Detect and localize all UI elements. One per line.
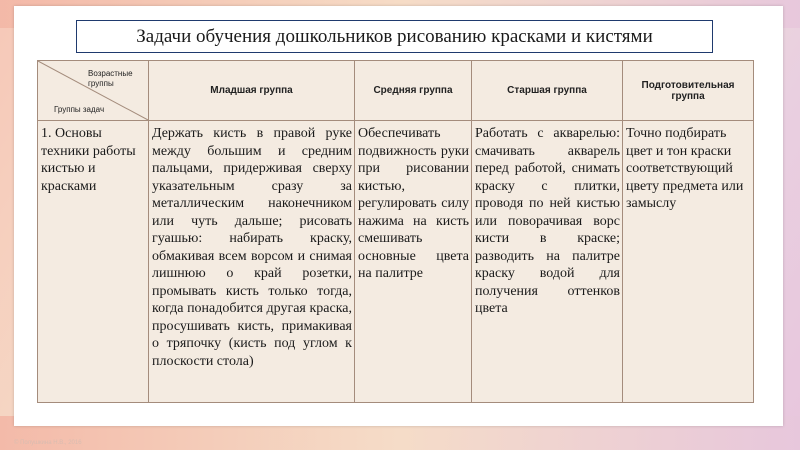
table-row (38, 121, 754, 403)
slide-title: Задачи обучения дошкольников рисованию красками и кистями (76, 20, 713, 53)
task-group-cell: 1. Основы техники работы кистью и красками (38, 121, 149, 403)
header-middle: Средняя группа (355, 61, 472, 121)
corner-header-cell (38, 61, 149, 121)
header-row (38, 61, 754, 121)
cell-preparatory: Точно подбирать цвет и тон краски соответствующий цвету предмета или замыслу (623, 121, 754, 403)
header-senior: Старшая группа (472, 61, 623, 121)
corner-label-age-groups: Возрастные группы (88, 69, 133, 88)
copyright-footer: © Полушкина Н.В., 2016 (14, 440, 82, 446)
header-preparatory: Подготовительная группа (623, 61, 754, 121)
tasks-table (37, 60, 754, 403)
cell-senior: Работать с акварелью: смачивать акварель перед работой, снимать краску с плитки, проводя по ней кистью или поворачивая ворс кисти в краске; разводить на палитре краску водой для получения оттенков цвета (472, 121, 623, 403)
cell-middle: Обеспечивать подвижность руки при рисовании кистью, регулировать силу нажима на кисть смешивать основные цвета на палитре (355, 121, 472, 403)
header-junior: Младшая группа (149, 61, 355, 121)
cell-junior: Держать кисть в правой руке между большим и средним пальцами, придерживая сверху указательным сразу за металлическим наконечником или чуть дальше; рисовать гуашью: набирать краску, обмакивая всем ворсом и снимая лишнюю о край розетки, промывать кисть только тогда, когда понадобится другая краска, просушивать кисть, примакивая о тряпочку (кисть под углом к плоскости стола) (149, 121, 355, 403)
corner-label-task-groups: Группы задач (54, 105, 105, 114)
